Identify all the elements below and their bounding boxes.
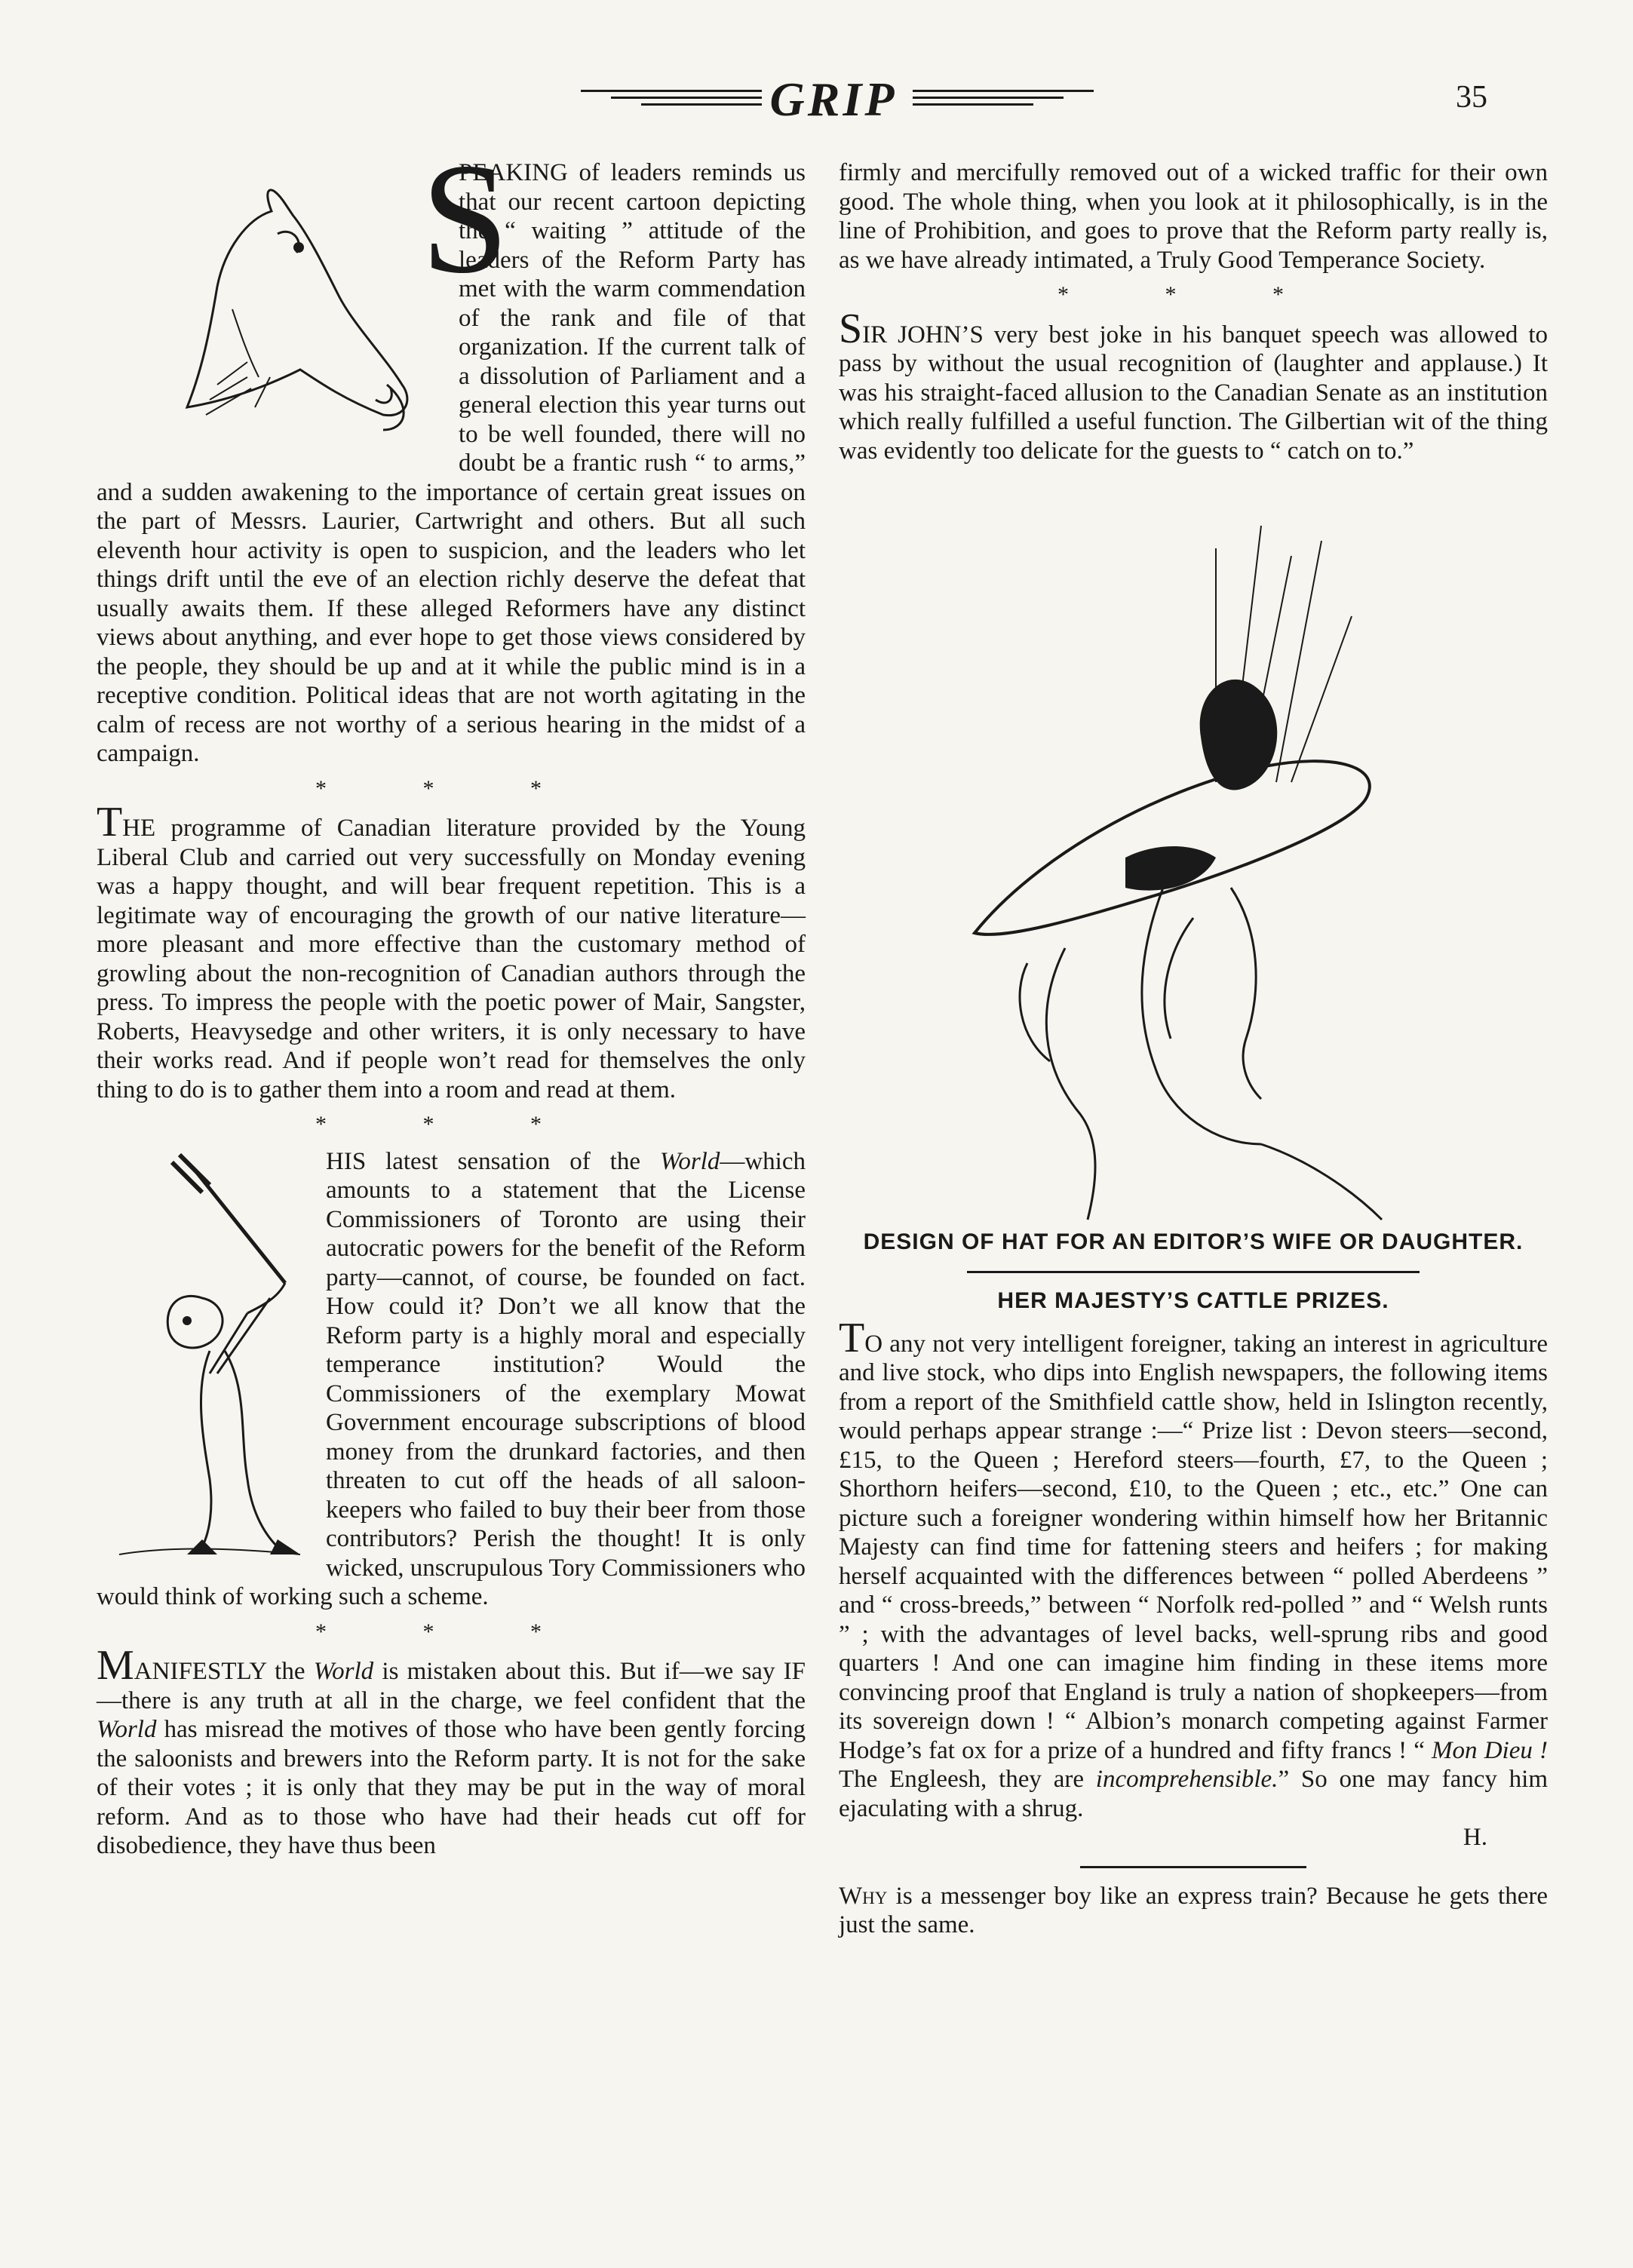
left-paragraph-4-text-a: ANIFESTLY the [134,1658,314,1685]
dropcap-s: S [421,131,509,306]
hammer-man-illustration [97,1147,315,1570]
left-paragraph-4 [97,1642,806,1861]
dropcap-t: T [97,799,123,846]
dropcap-t: T [839,1314,865,1361]
section-rule [967,1271,1420,1273]
horse-head-illustration [97,131,509,460]
left-paragraph-3-text-a: HIS latest sensation of the [326,1147,660,1175]
dropcap-m: M [97,1642,134,1689]
right-paragraph-3-text-c: ” So one may fancy him ejaculating with a shrug. [839,1766,1548,1822]
stars-divider-3: * * * [315,1619,587,1644]
left-paragraph-4-text-c: has misread the motives of those who have been gently forcing the saloonists and brewers into the Reform party. It is not for the sake of their votes ; it is only that they may be put in the way of moral reform. And as to those who have had their heads cut off for disobedience, they have thus been [97,1716,806,1859]
world-italic: World [97,1716,157,1743]
hat-illustration [839,465,1548,1227]
right-paragraph-4 [839,1882,1548,1940]
stars-divider-2: * * * [315,1112,587,1137]
cattle-prizes-heading: HER MAJESTY’S CATTLE PRIZES. [997,1288,1389,1313]
right-paragraph-3-text-b: The Engleesh, they are [839,1766,1096,1793]
right-paragraph-1: firmly and mercifully removed out of a wicked traffic for their own good. The whole thing, when you look at it philosophically, is in the line of Prohibition, and goes to prove that the Reform party really is, as we have already intimated, a Truly Good Temperance Society. [839,159,1548,274]
mon-dieu-italic: Mon Dieu ! [1432,1736,1548,1764]
article-signature: H. [1463,1824,1487,1851]
masthead-rule-right [913,85,1094,112]
right-paragraph-3 [839,1314,1548,1824]
left-paragraph-2-text: HE programme of Canadian literature provided by the Young Liberal Club and carried out very successfully on Monday evening was a happy thought, and will bear frequent repetition. This is a legitimate way of encouraging the growth of our native literature—more pleasant and more effective than the customary method of growling about the non-recognition of Canadian authors through the press. To impress the people with the poetic power of Mair, Sangster, Roberts, Heavysedge and other writers, it is only necessary to have their works read. And if people won’t read for themselves the only thing to do is to gather them into a room and read at them. [97,815,806,1103]
left-paragraph-3-text-b: —which amounts to a statement that the License Commissioners of Toronto are using their autocratic powers for the benefit of the Reform party—cannot, of course, be founded on fact. How could it? Don’t we all know that the Reform party is a highly moral and especially temperance institution? Would the Commissioners of the exemplary Mowat Government encourage subscriptions of blood money from the drunkard factories, and then threaten to cut off the heads of all saloon-keepers who failed to buy their beer from those contributors? Perish the thought! It is only wicked, unscrupulous Tory Commissioners who would think of working such a scheme. [97,1147,806,1610]
incomprehensible-italic: incomprehensible. [1095,1766,1278,1793]
world-italic: World [313,1658,374,1685]
left-paragraph-1: PEAKING of leaders reminds us that our recent cartoon depicting the “ waiting ” attitude of the leaders of the Reform Party has met with the warm commendation of the rank and file of that organization. If the current talk of a dissolution of Parliament and a general election this year turns out to be well founded, there will no doubt be a frantic rush “ to arms,” and a sudden awakening to the importance of certain great issues on the part of Messrs. Laurier, Cartwright and others. But all such eleventh hour activity is open to suspicion, and the leaders who let things drift until the eve of an election richly deserve the defeat that usually awaits them. If these alleged Reformers have any distinct views about anything, and ever hope to get those views considered by the people, they should be up and at it while the public mind is in a receptive condition. Political ideas that are not worth agitating in the calm of recess are not worthy of a serious hearing in the midst of a campaign. [97,159,806,767]
right-paragraph-2-text: IR JOHN’S very best joke in his banquet speech was allowed to pass by without the usual recognition of (laughter and applause.) It was his straight-faced allusion to the Canadian Senate as an institution which really fulfilled a useful function. The Gilbertian wit of the thing was evidently too delicate for the guests to “ catch on to.” [839,321,1548,465]
right-paragraph-2 [839,305,1548,466]
hat-caption: DESIGN OF HAT FOR AN EDITOR’S WIFE OR DAUGHTER. [863,1229,1524,1254]
right-paragraph-4-text: is a messenger boy like an express train? Because he gets there just the same. [839,1882,1548,1938]
masthead [0,72,1633,132]
dropcap-s: S [839,305,863,352]
page-number: 35 [1456,80,1487,115]
left-paragraph-2 [97,799,806,1104]
short-rule [1080,1866,1306,1868]
masthead-title: GRIP [769,72,898,126]
right-paragraph-3-text-a: O any not very intelligent foreigner, taking an interest in agriculture and live stock, who dips into English newspapers, the following items from a report of the Smithfield cattle show, held in Islington recently, would perhaps appear strange :—“ Prize list : Devon steers—second, £15, to the Queen ; Hereford steers—fourth, £7, to the Queen ; Shorthorn heifers—second, £10, to the Queen ; etc., etc.” One can picture such a foreigner wondering within himself how her Britannic Majesty can find time for fattening steers and heifers ; for making herself acquainted with the differences between “ polled Aberdeens ” and “ cross-breeds,” between “ Norfolk red-polled ” and “ Welsh runts ” ; with the advantages of level backs, well-sprung ribs and good quarters ! And one can imagine him finding in these items more convincing proof that England is truly a nation of shopkeepers—from its sovereign down ! “ Albion’s monarch competing against Farmer Hodge’s fat ox for a prize of a hundred and fifty francs ! “ [839,1330,1548,1764]
left-paragraph-4-text-b: is mistaken about this. But if—we say IF—there is any truth at all in the charge, we feel confident that the [97,1658,806,1714]
masthead-rule-left [581,85,762,112]
stars-divider-4: * * * [1057,282,1329,307]
right-column [839,158,1548,1940]
world-italic: World [659,1147,720,1175]
why-smallcaps: Why [839,1882,888,1910]
left-column [97,131,806,1861]
stars-divider-1: * * * [315,775,587,801]
